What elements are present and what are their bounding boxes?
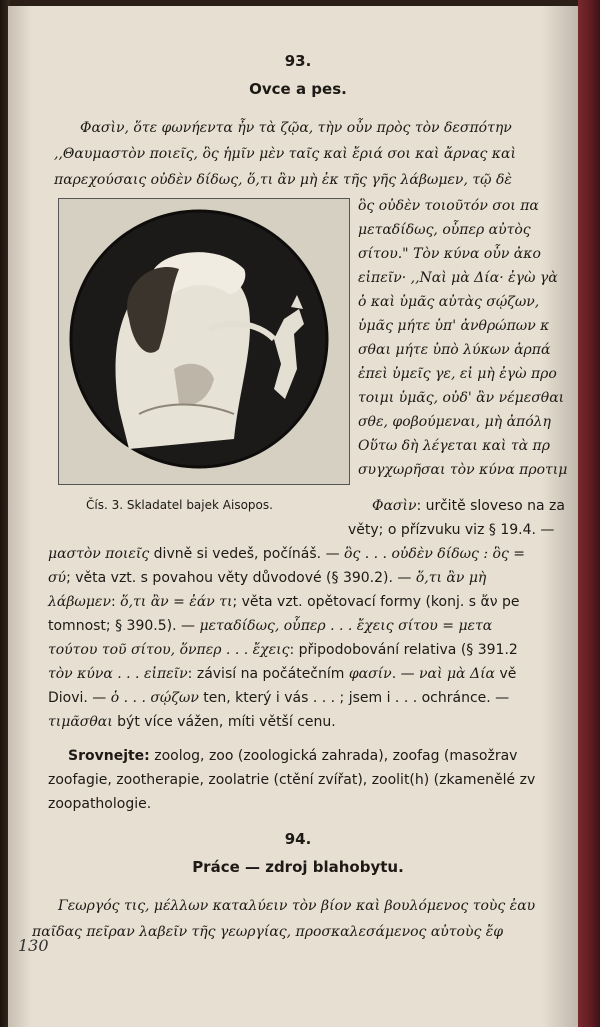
greek-line: τοιμι ὑμᾶς, οὐδ' ἂν νέμεσθαι — [358, 390, 565, 406]
greek-line: Γεωργός τις, μέλλων καταλύειν τὸν βίον καὶ βουλόμενος τοὺς ἑαυ — [58, 898, 536, 914]
section-title: Práce — zdroj blahobytu. — [192, 858, 404, 876]
greek-line: ἐπεὶ ὑμεῖς γε, εἰ μὴ ἐγὼ προ — [358, 366, 557, 382]
note-line: Φασὶν: určitě sloveso na za — [372, 498, 565, 514]
aesop-illustration — [58, 198, 350, 485]
greek-line: μεταδίδως, οὗπερ αὐτὸς — [358, 222, 531, 238]
page-number: 130 — [18, 936, 49, 955]
greek-line: σθε, φοβούμεναι, μὴ ἀπόλη — [358, 414, 551, 430]
greek-line: Οὕτω δὴ λέγεται καὶ τὰ πρ — [358, 438, 550, 454]
greek-line: Φασὶν, ὅτε φωνήεντα ἦν τὰ ζῷα, τὴν οὖν πρὸς τὸν δεσπότην — [80, 120, 512, 136]
greek-line: παῖδας πεῖραν λαβεῖν τῆς γεωργίας, προσκαλεσάμενος αὐτοὺς ἔφ — [32, 924, 504, 940]
greek-line: παρεχούσαις οὐδὲν δίδως, ὅ,τι ἂν μὴ ἐκ τῆς γῆς λάβωμεν, τῷ δὲ — [54, 172, 512, 188]
figure-caption: Čís. 3. Skladatel bajek Aisopos. — [86, 498, 273, 512]
greek-line: εἰπεῖν· ,,Ναὶ μὰ Δία· ἐγὼ γὰ — [358, 270, 558, 286]
book-page — [8, 6, 588, 1027]
compare-line: Srovnejte: zoolog, zoo (zoologická zahrada), zoofag (masožrav — [68, 748, 518, 764]
section-title: Ovce a pes. — [249, 80, 347, 98]
note-line: τούτου τοῦ σίτου, ὅνπερ . . . ἔχεις: připodobování relativa (§ 391.2 — [48, 642, 518, 658]
note-line: tomnost; § 390.5). — μεταδίδως, οὗπερ . . . ἔχεις σίτου = μετα — [48, 618, 493, 634]
note-line: τὸν κύνα . . . εἰπεῖν: závisí na počátečním φασίν. — ναὶ μὰ Δία vě — [48, 666, 517, 682]
book-cover-edge — [578, 0, 600, 1027]
compare-line: zoofagie, zootherapie, zoolatrie (ctění zvířat), zoolit(h) (zkamenělé zv — [48, 772, 536, 788]
greek-line: ὁ καὶ ὑμᾶς αὐτὰς σῴζων, — [358, 294, 540, 310]
aesop-drawing — [59, 199, 349, 484]
note-line: Diovi. — ὁ . . . σῴζων ten, který i vás . . . ; jsem i . . . ochránce. — — [48, 690, 510, 706]
greek-line: σθαι μήτε ὑπὸ λύκων ἁρπά — [358, 342, 551, 358]
note-line: τιμᾶσθαι být více vážen, míti větší cenu. — [48, 714, 336, 730]
compare-label: Srovnejte: — [68, 748, 150, 764]
greek-line: ,,Θαυμαστὸν ποιεῖς, ὃς ἡμῖν μὲν ταῖς καὶ ἔριά σοι καὶ ἄρνας καὶ — [54, 146, 516, 162]
section-number: 94. — [284, 830, 312, 848]
note-line: λάβωμεν: ὅ,τι ἂν = ἐάν τι; věta vzt. opětovací formy (konj. s ἄν pe — [48, 594, 520, 610]
note-line: σύ; věta vzt. s povahou věty důvodové (§ 390.2). — ὅ,τι ἂν μὴ — [48, 570, 487, 586]
greek-line: ὑμᾶς μήτε ὑπ' ἀνθρώπων κ — [358, 318, 550, 334]
greek-line: σίτου." Τὸν κύνα οὖν ἀκο — [358, 246, 541, 262]
compare-line: zoopathologie. — [48, 796, 152, 812]
section-number: 93. — [284, 52, 312, 70]
note-line: věty; o přízvuku viz § 19.4. — — [348, 522, 555, 538]
note-line: μαστὸν ποιεῖς divně si vedeš, počínáš. — ὃς . . . οὐδὲν δίδως : ὃς = — [48, 546, 525, 562]
greek-line: ὃς οὐδὲν τοιοῦτόν σοι πα — [358, 198, 539, 214]
greek-line: συγχωρῆσαι τὸν κύνα προτιμ — [358, 462, 568, 478]
